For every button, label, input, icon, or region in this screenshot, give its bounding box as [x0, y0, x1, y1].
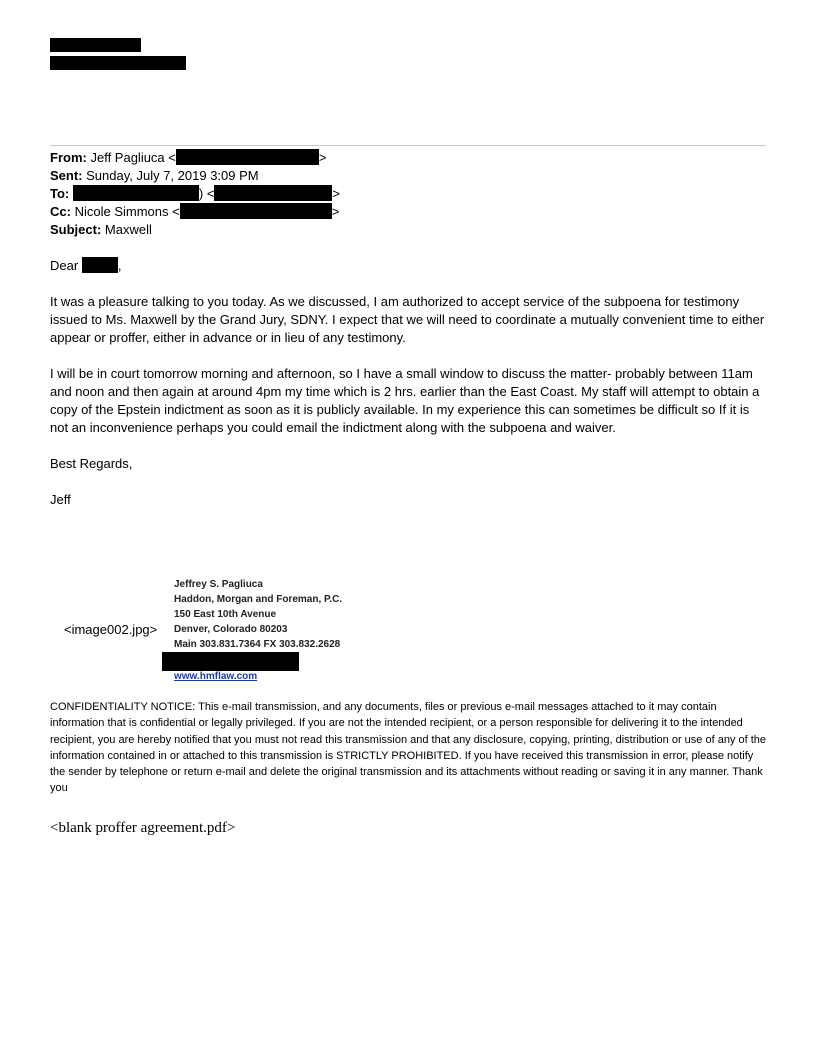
sign-name: Jeff	[50, 492, 71, 507]
cc-line: Cc: Nicole Simmons < >	[50, 204, 340, 219]
to-name-redaction	[73, 185, 199, 201]
email-header	[50, 149, 340, 239]
signature-email-redaction	[162, 652, 299, 671]
sent-label: Sent:	[50, 168, 83, 183]
paragraph-2: I will be in court tomorrow morning and afternoon, so I have a small window to discuss the matter- probably between 11am and noon and then again at around 4pm my time which is 2 hrs. earlier than the East Coast. My staff will attempt to obtain a copy of the Epstein indictment as soon as it is publicly available. In my experience this can sometimes be difficult so If it is not an inconvenience perhaps you could email the indictment along with the subpoena and waiver.	[50, 366, 760, 435]
signature-address-1: 150 East 10th Avenue	[174, 609, 277, 620]
signature-address-2: Denver, Colorado 80203	[174, 624, 288, 635]
sent-line	[50, 167, 340, 185]
cc-email-redaction	[180, 203, 332, 219]
greeting-name-redaction	[82, 257, 118, 273]
confidentiality-notice: CONFIDENTIALITY NOTICE: This e-mail transmission, and any documents, files or previous e-mail messages attached to it may contain information that is confidential or legally privileged. If you are not the intended recipient, or a person responsible for delivering it to the intended recipient, you are hereby notified that you must not read this transmission and that any disclosure, copying, printing, distribution or use of any of the information contained in or attached to this transmission is STRICTLY PROHIBITED. If you have received this transmission in error, please notify the sender by telephone or return e-mail and delete the original transmission and its attachments without reading or saving it in any manner. Thank you	[50, 701, 767, 795]
from-name: Jeff Pagliuca	[90, 150, 165, 165]
from-line: From: Jeff Pagliuca < >	[50, 150, 327, 165]
attachment-placeholder: <blank proffer agreement.pdf>	[50, 820, 236, 836]
from-label: From:	[50, 150, 87, 165]
signature-phone: Main 303.831.7364 FX 303.832.2628	[174, 639, 341, 650]
closing: Best Regards,	[50, 456, 133, 471]
subject-value: Maxwell	[104, 222, 152, 237]
greeting-text: Dear	[50, 258, 79, 273]
to-line: To: ) < >	[50, 186, 341, 201]
from-email-redaction	[176, 149, 319, 165]
header-divider	[50, 145, 766, 146]
signature-firm: Haddon, Morgan and Foreman, P.C.	[174, 594, 343, 605]
paragraph-1: It was a pleasure talking to you today. As we discussed, I am authorized to accept service of the subpoena for testimony issued to Ms. Maxwell by the Grand Jury, SDNY. I expect that we will need to coordinate a mutually convenient time to either appear or proffer, either in advance or in lieu of any testimony.	[50, 294, 765, 345]
sent-value: Sunday, July 7, 2019 3:09 PM	[86, 168, 259, 183]
subject-line	[50, 221, 340, 239]
to-label: To:	[50, 186, 70, 201]
signature-name: Jeffrey S. Pagliuca	[174, 579, 263, 590]
to-email-redaction	[214, 185, 332, 201]
subject-label: Subject:	[50, 222, 102, 237]
redaction-top-1	[50, 38, 141, 52]
cc-name: Nicole Simmons	[74, 204, 169, 219]
signature-website-link[interactable]: www.hmflaw.com	[174, 671, 258, 682]
signature-image-placeholder: <image002.jpg>	[64, 622, 158, 637]
redaction-top-2	[50, 56, 186, 70]
greeting: Dear ,	[50, 258, 122, 273]
cc-label: Cc:	[50, 204, 71, 219]
